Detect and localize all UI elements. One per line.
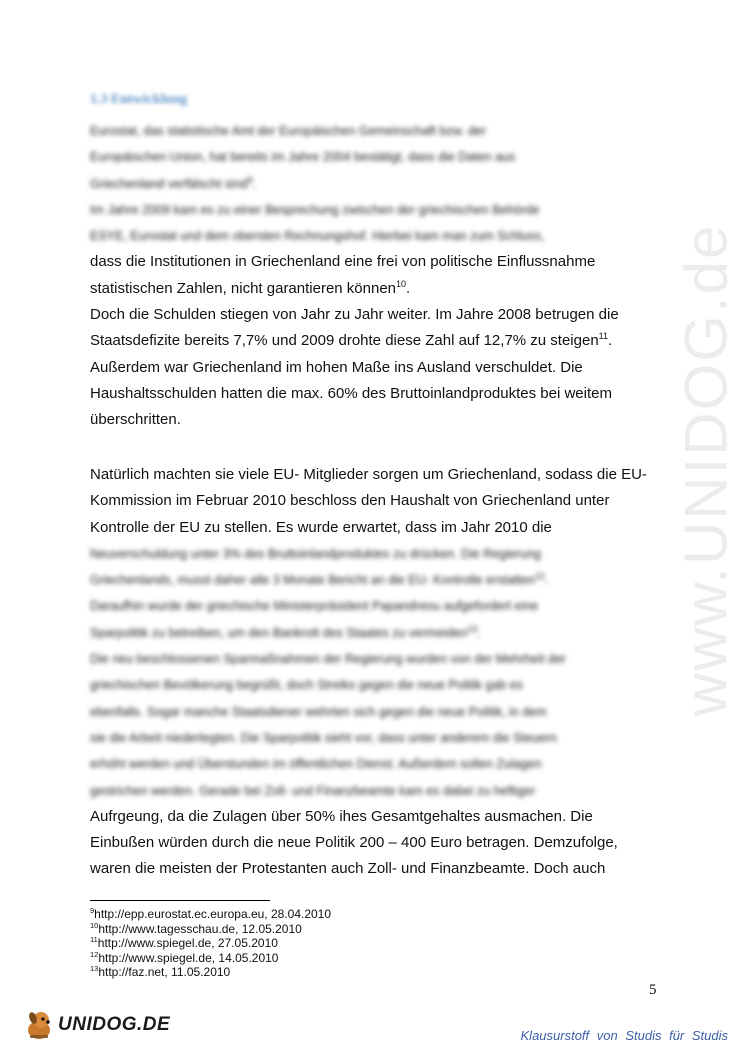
text-line: Im Jahre 2009 kam es zu einer Besprechung zwischen der griechischen Behörde xyxy=(90,202,540,217)
footnotes xyxy=(90,907,331,980)
footnote-link[interactable]: http://www.spiegel.de, 27.05.2010 xyxy=(97,936,278,950)
dog-mascot-icon xyxy=(22,1008,56,1042)
text-line: Die neu beschlossenen Sparmaßnahmen der Regierung wurden von der Mehrheit der xyxy=(90,652,566,667)
footnote-item: $^{11}$http://www.spiegel.de, 27.05.2010 xyxy=(90,935,278,950)
footnote-reference[interactable]: 12 xyxy=(534,571,545,582)
logo-text: UNIDOG.DE xyxy=(58,1014,171,1035)
footnote-item: $^{12}$http://www.spiegel.de, 14.05.2010 xyxy=(90,949,279,965)
footnote-item: $^{10}$http://www.tagesschau.de, 12.05.2010 xyxy=(90,920,302,936)
text-line: Sparpolitik zu betreiben, um den Bankrott des Staates zu vermeiden$^{13}$. xyxy=(90,623,481,640)
text-line: Doch die Schulden stiegen von Jahr zu Jahr weiter. Im Jahre 2008 betrugen die xyxy=(90,306,619,324)
unidog-logo xyxy=(22,1008,170,1042)
footnote-item: $^{13}$http://faz.net, 11.05.2010 xyxy=(90,964,231,979)
text-line: Haushaltsschulden hatten die max. 60% des Bruttoinlandproduktes bei weitem xyxy=(90,384,612,402)
text-line: Daraufhin wurde der griechische Ministerpräsident Papandreou aufgefordert eine xyxy=(90,599,539,614)
text-line: Kommission im Februar 2010 beschloss den Haushalt von Griechenland unter xyxy=(90,492,610,510)
text-line: Griechenlands, musst daher alle 3 Monate Bericht an die EU- Kontrolle erstatten$^{12}$. xyxy=(90,571,549,588)
text-line: ebenfalls. Sogar manche Staatsdiener wehrten sich gegen die neue Politik, in dem xyxy=(90,704,547,719)
footnote-link[interactable]: http://faz.net, 11.05.2010 xyxy=(98,965,231,979)
text-line: statistischen Zahlen, nicht garantieren können$^{10}$. xyxy=(90,278,411,297)
page-number: 5 xyxy=(649,982,657,998)
text-line: ESYE, Eurostat und dem obersten Rechnungshof. Hierbei kam man zum Schluss, xyxy=(90,229,545,244)
watermark-text: www.UNIDOG.de xyxy=(672,223,740,717)
paragraph-2 xyxy=(90,462,670,883)
footnote-reference[interactable]: 9 xyxy=(247,174,253,185)
text-line: griechischen Bevölkerung begrüßt, doch Streiks gegen die neue Politik gab es xyxy=(90,678,523,693)
text-line: Griechenland verfälscht sind$^9$. xyxy=(90,174,257,191)
text-line: sie die Arbeit niederlegten. Die Sparpolitik sieht vor, dass unter anderem die Steuern xyxy=(90,730,557,745)
footnote-link[interactable]: http://www.tagesschau.de, 12.05.2010 xyxy=(98,921,302,936)
footnote-separator xyxy=(90,900,270,901)
text-line: Staatsdefizite bereits 7,7% und 2009 drohte diese Zahl auf 12,7% zu steigen$^{11}$. xyxy=(90,331,613,350)
footnote-reference[interactable]: 10 xyxy=(396,278,407,289)
text-line: Europäischen Union, hat bereits im Jahre 2004 bestätigt, dass die Daten aus xyxy=(90,150,516,165)
text-line: dass die Institutionen in Griechenland eine frei von politische Einflussnahme xyxy=(90,253,596,271)
text-line: Natürlich machten sie viele EU- Mitglieder sorgen um Griechenland, sodass die EU- xyxy=(90,466,647,483)
text-line: Eurostat, das statistische Amt der Europäischen Gemeinschaft bzw. der xyxy=(90,124,487,138)
footnote-item: $^9$http://epp.eurostat.ec.europa.eu, 28.04.2010 xyxy=(90,906,332,921)
section-heading: 1.3 Entwicklung xyxy=(90,92,188,107)
text-line: überschritten. xyxy=(90,411,181,429)
footnote-reference[interactable]: 11 xyxy=(598,331,609,342)
text-line: Außerdem war Griechenland im hohen Maße ins Ausland verschuldet. Die xyxy=(90,358,583,376)
footnote-link[interactable]: http://epp.eurostat.ec.europa.eu, 28.04.2010 xyxy=(94,907,332,921)
text-line: gestrichen werden. Gerade bei Zoll- und Finanzbeamte kam es dabei zu heftiger xyxy=(90,783,536,798)
footer-slogan: Klausurstoff von Studis für Studis xyxy=(520,1028,728,1043)
text-line: Kontrolle der EU zu stellen. Es wurde erwartet, dass im Jahr 2010 die xyxy=(90,518,552,536)
footnote-reference[interactable]: 13 xyxy=(467,623,478,634)
text-line: Aufrgeung, da die Zulagen über 50% ihes Gesamtgehaltes ausmachen. Die xyxy=(90,807,593,825)
text-line: Neuverschuldung unter 3% des Bruttoinlandproduktes zu drücken. Die Regierung xyxy=(90,546,541,561)
text-line: waren die meisten der Protestanten auch Zoll- und Finanzbeamte. Doch auch xyxy=(90,860,606,878)
text-line: Einbußen würden durch die neue Politik 200 – 400 Euro betragen. Demzufolge, xyxy=(90,834,618,852)
paragraph-1 xyxy=(90,118,670,434)
footnote-link[interactable]: http://www.spiegel.de, 14.05.2010 xyxy=(98,950,279,965)
text-line: erhöht werden und Überstunden im öffentlichen Dienst. Außerdem sollen Zulagen xyxy=(90,757,542,772)
